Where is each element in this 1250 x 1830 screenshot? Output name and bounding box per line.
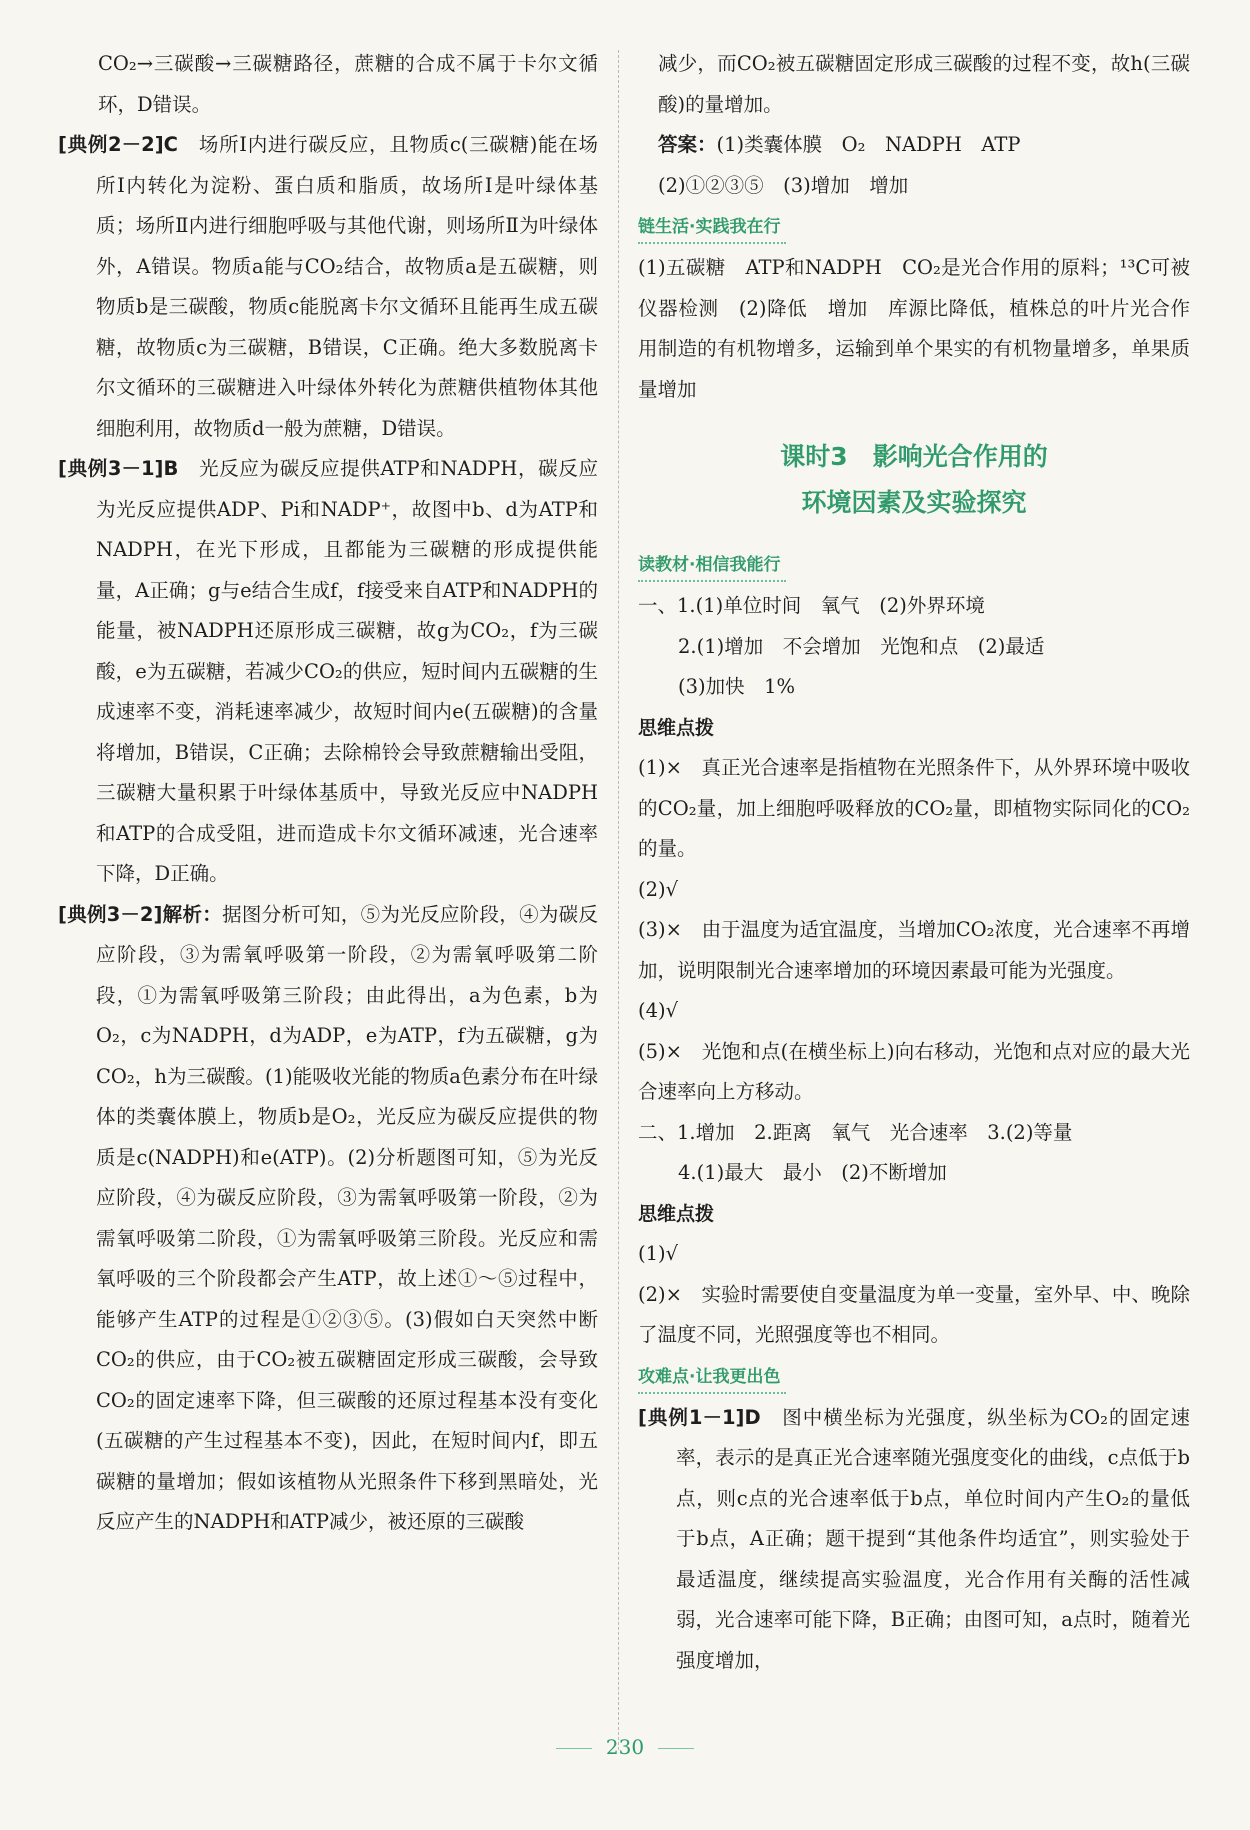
think-item: (5)× 光饱和点(在横坐标上)向右移动，光饱和点对应的最大光合速率向上方移动。: [638, 1039, 1190, 1103]
left-column: [58, 44, 598, 1543]
answer-text: (1)类囊体膜 O₂ NADPH ATP: [716, 133, 1021, 156]
example-answer: C: [163, 133, 178, 156]
think-item: (2)√: [638, 877, 679, 901]
example-text: 图中横坐标为光强度，纵坐标为CO₂的固定速率，表示的是真正光合速率随光强度变化的曲线，c点低于b点，则c点的光合速率低于b点，单位时间内产生O₂的量低于b点，A正确；题干提到“其他条件均适宜”，则实验处于最适温度，继续提高实验温度，光合作用有关酶的活性减弱，光合速率可能下降，B正确；由图可知，a点时，随着光强度增加，: [676, 1405, 1190, 1672]
think-label: 思维点拨: [638, 716, 715, 739]
read-line: (3)加快 1%: [678, 675, 796, 698]
life-paragraph: (1)五碳糖 ATP和NADPH CO₂是光合作用的原料；¹³C可被仪器检测 (2)降低 增加 库源比降低，植株总的叶片光合作用制造的有机物增多，运输到单个果实的有机物量增多，单果质量增加: [638, 256, 1190, 401]
example-answer: 解析：: [162, 902, 223, 926]
answer-line-2: (2)①②③⑤ (3)增加 增加: [658, 173, 909, 197]
read-line: 一、1.(1)单位时间 氧气 (2)外界环境: [638, 594, 985, 617]
example-answer: D: [744, 1405, 761, 1429]
read-line: 2.(1)增加 不会增加 光饱和点 (2)最适: [678, 634, 1045, 658]
example-3-1: [58, 449, 598, 895]
section-tag-read: 读教材·相信我能行: [638, 550, 786, 582]
page-number: [0, 1735, 1250, 1759]
example-1-1: [638, 1398, 1190, 1682]
answer-label: 答案：: [658, 133, 717, 156]
lesson-title-line-2: 环境因素及实验探究: [801, 488, 1027, 517]
example-2-2: [58, 125, 598, 449]
example-label: [典例3－1]: [58, 457, 164, 480]
example-text: 光反应为碳反应提供ATP和NADPH，碳反应为光反应提供ADP、Pi和NADP⁺，故图中b、d为ATP和NADPH，在光下形成，且都能为三碳糖的形成提供能量，A正确；g与e结合生成f，f接受来自ATP和NADPH的能量，被NADPH还原形成三碳糖，故g为CO₂，f为三碳酸，e为五碳糖，若减少CO₂的供应，短时间内五碳糖的生成速率不变，消耗速率减少，故短时间内e(五碳糖)的含量将增加，B错误，C正确；去除棉铃会导致蔗糖输出受阻，三碳糖大量积累于叶绿体基质中，导致光反应中NADPH和ATP的合成受阻，进而造成卡尔文循环减速，光合速率下降，D正确。: [96, 457, 598, 885]
example-text: 据图分析可知，⑤为光反应阶段，④为碳反应阶段，③为需氧呼吸第一阶段，②为需氧呼吸第二阶段，①为需氧呼吸第三阶段；由此得出，a为色素，b为O₂，c为NADPH，d为ADP，e为ATP，f为五碳糖，g为CO₂，h为三碳酸。(1)能吸收光能的物质a色素分布在叶绿体的类囊体膜上，物质b是O₂，光反应为碳反应提供的物质是c(NADPH)和e(ATP)。(2)分析题图可知，⑤为光反应阶段，④为碳反应阶段，③为需氧呼吸第一阶段，②为需氧呼吸第二阶段，①为需氧呼吸第三阶段。光反应和需氧呼吸的三个阶段都会产生ATP，故上述①～⑤过程中，能够产生ATP的过程是①②③⑤。(3)假如白天突然中断CO₂的供应，由于CO₂被五碳糖固定形成三碳酸，会导致CO₂的固定速率下降，但三碳酸的还原过程基本没有变化(五碳糖的产生过程基本不变)，因此，在短时间内f，即五碳糖的量增加；假如该植物从光照条件下移到黑暗处，光反应产生的NADPH和ATP减少，被还原的三碳酸: [96, 902, 598, 1533]
column-divider: [618, 50, 619, 1750]
paragraph-continuation: 减少，而CO₂被五碳糖固定形成三碳酸的过程不变，故h(三碳酸)的量增加。: [658, 52, 1190, 116]
paragraph-continuation: CO₂→三碳酸→三碳糖路径，蔗糖的合成不属于卡尔文循环，D错误。: [98, 52, 598, 116]
read-line: 4.(1)最大 最小 (2)不断增加: [678, 1161, 947, 1184]
think-item: (3)× 由于温度为适宜温度，当增加CO₂浓度，光合速率不再增加，说明限制光合速率增加的环境因素最可能为光强度。: [638, 918, 1190, 982]
example-text: 场所Ⅰ内进行碳反应，且物质c(三碳糖)能在场所Ⅰ内转化为淀粉、蛋白质和脂质，故场所Ⅰ是叶绿体基质；场所Ⅱ内进行细胞呼吸与其他代谢，则场所Ⅱ为叶绿体外，A错误。物质a能与CO₂结合，故物质a是五碳糖，则物质b是三碳酸，物质c能脱离卡尔文循环且能再生成五碳糖，故物质c为三碳糖，B错误，C正确。绝大多数脱离卡尔文循环的三碳糖进入叶绿体外转化为蔗糖供植物体其他细胞利用，故物质d一般为蔗糖，D错误。: [96, 133, 598, 440]
section-tag-life: 链生活·实践我在行: [638, 212, 786, 244]
think-item: (4)√: [638, 999, 679, 1022]
example-label: [典例1－1]: [638, 1405, 745, 1429]
lesson-title: [638, 434, 1190, 526]
example-3-2: [58, 895, 598, 1543]
example-label: [典例2－2]: [58, 133, 164, 156]
example-answer: B: [163, 457, 179, 480]
section-tag-hard: 攻难点·让我更出色: [638, 1362, 786, 1394]
lesson-title-line-1: 课时3 影响光合作用的: [780, 442, 1048, 471]
read-line: 二、1.增加 2.距离 氧气 光合速率 3.(2)等量: [638, 1120, 1073, 1144]
right-column: [638, 44, 1190, 1681]
think-item: (2)× 实验时需要使自变量温度为单一变量，室外早、中、晚除了温度不同，光照强度等也不相同。: [638, 1282, 1190, 1346]
think-item: (1)√: [638, 1242, 679, 1265]
answer-line-1: [638, 125, 1190, 166]
example-label: [典例3－2]: [58, 902, 163, 926]
think-label: 思维点拨: [638, 1202, 715, 1225]
page-number-text: 230: [605, 1735, 645, 1759]
think-item: (1)× 真正光合速率是指植物在光照条件下，从外界环境中吸收的CO₂量，加上细胞呼吸释放的CO₂量，即植物实际同化的CO₂的量。: [638, 756, 1190, 860]
